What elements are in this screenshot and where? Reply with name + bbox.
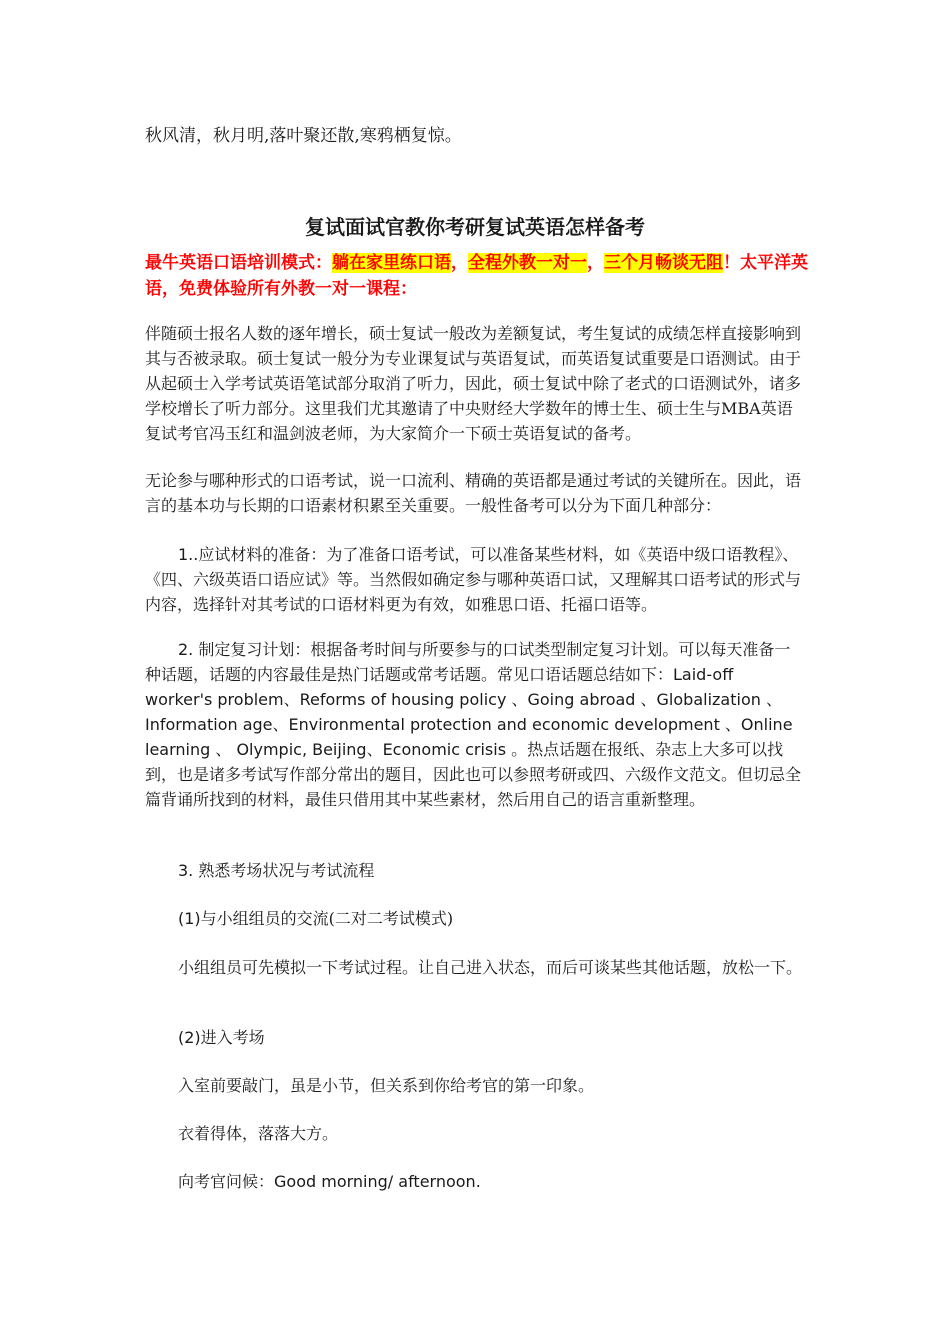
item-2-number: 2. bbox=[178, 640, 194, 659]
item-2-intro: 制定复习计划：根据备考时间与所要参与的口试类型制定复习计划。可以每天准备一种话题，话题的内容最佳是热门话题或常考话题。常见口语话题总结如下： bbox=[145, 640, 791, 684]
item-1-text: .应试材料的准备：为了准备口语考试，可以准备某些材料，如《英语中级口语教程》、《四、六级英语口语应试》等。当然假如确定参与哪种英语口试，又理解其口语考试的形式与内容，选择针对其考试的口语材料更为有效，如雅思口语、托福口语等。 bbox=[145, 545, 802, 614]
sub-item-2-enter bbox=[145, 1025, 805, 1050]
knock-door-line: 入室前要敲门，虽是小节，但关系到你给考官的第一印象。 bbox=[178, 1076, 595, 1095]
promo-banner bbox=[145, 250, 815, 302]
sub-item-1-group bbox=[145, 906, 805, 931]
promo-highlight-2: 全程外教一对一 bbox=[468, 253, 587, 273]
preparation-paragraph: 无论参与哪种形式的口语考试，说一口流利、精确的英语都是通过考试的关键所在。因此，语言的基本功与长期的口语素材积累至关重要。一般性备考可以分为下面几种部分： bbox=[145, 471, 802, 515]
article-title: 复试面试官教你考研复试英语怎样备考 bbox=[305, 215, 645, 239]
sub-item-1-number: (1) bbox=[178, 909, 201, 928]
promo-separator-1: ， bbox=[451, 253, 468, 273]
item-1-number: 1. bbox=[178, 545, 194, 564]
intro-paragraph: 伴随硕士报名人数的逐年增长，硕士复试一般改为差额复试，考生复试的成绩怎样直接影响到其与否被录取。硕士复试一般分为专业课复试与英语复试，而英语复试重要是口语测试。由于从起硕士入学考试英语笔试部分取消了听力，因此，硕士复试中除了老式的口语测试外，诸多学校增长了听力部分。这里我们尤其邀请了中央财经大学数年的博士生、硕士生与MBA英语复试考官冯玉红和温剑波老师，为大家简介一下硕士英语复试的备考。 bbox=[145, 324, 802, 443]
sub-item-2-number: (2) bbox=[178, 1028, 201, 1047]
greeting-label: 向考官问候： bbox=[178, 1172, 275, 1191]
promo-highlight-3: 三个月畅谈无阻 bbox=[604, 253, 723, 273]
item-2-topics: Laid-off worker's problem、Reforms of housing policy 、Going abroad 、Globalization 、Information age、Environmental protection and economic development 、Online learning 、 Olympic, Beijing、Economic crisis 。 bbox=[145, 665, 793, 759]
promo-tail: ！太平洋英语，免费体验所有外教一对一课程： bbox=[145, 253, 808, 299]
poem-line: 秋风清，秋月明,落叶聚还散,寒鸦栖复惊。 bbox=[145, 126, 462, 146]
sub-item-1-text: 与小组组员的交流(二对二考试模式) bbox=[200, 909, 454, 928]
greeting-english: Good morning/ afternoon. bbox=[274, 1172, 481, 1191]
item-3-text: 熟悉考场状况与考试流程 bbox=[198, 861, 375, 880]
dress-line: 衣着得体，落落大方。 bbox=[178, 1124, 339, 1143]
item-1-materials bbox=[145, 542, 805, 617]
sub-item-1-body: 小组组员可先模拟一下考试过程。让自己进入状态，而后可谈某些其他话题，放松一下。 bbox=[178, 958, 803, 977]
promo-highlight-1: 躺在家里练口语 bbox=[332, 253, 451, 273]
item-2-study-plan bbox=[145, 637, 805, 812]
promo-lead: 最牛英语口语培训模式： bbox=[145, 253, 332, 273]
item-3-exam-process bbox=[145, 858, 805, 883]
greeting-line bbox=[145, 1169, 805, 1194]
promo-separator-2: ， bbox=[587, 253, 604, 273]
item-3-number: 3. bbox=[178, 861, 194, 880]
item-2-outro: 热点话题在报纸、杂志上大多可以找到，也是诸多考试写作部分常出的题目，因此也可以参照考研或四、六级作文范文。但切忌全篇背诵所找到的材料，最佳只借用其中某些素材，然后用自己的语言重新整理。 bbox=[145, 740, 802, 809]
sub-item-2-text: 进入考场 bbox=[200, 1028, 265, 1047]
